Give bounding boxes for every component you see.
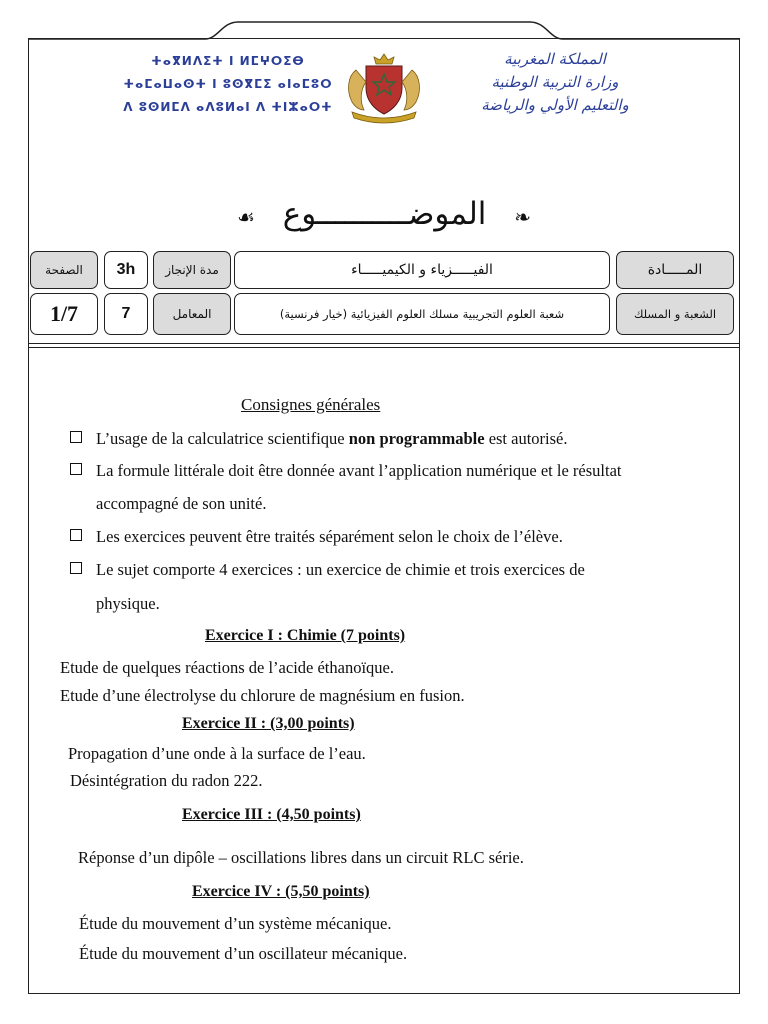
subject-label: المـــــادة xyxy=(616,251,734,289)
track-value: شعبة العلوم التجريبية مسلك العلوم الفيزيائية (خيار فرنسية) xyxy=(234,293,610,335)
exercise-item: Étude du mouvement d’un système mécanique. xyxy=(79,914,392,933)
exercise-item: Étude du mouvement d’un oscillateur mécanique. xyxy=(79,944,408,963)
exercise-title: Exercice IV : (5,50 points) xyxy=(192,883,370,900)
coefficient-value: 7 xyxy=(104,293,148,335)
tifinagh-line: ⵜⴰⴳⵍⴷⵉⵜ ⵏ ⵍⵎⵖⵔⵉⴱ xyxy=(151,54,305,68)
consignes-title: Consignes générales xyxy=(241,395,381,414)
exercise-item: Etude d’une électrolyse du chlorure de magnésium en fusion. xyxy=(60,686,465,705)
exercise-title: Exercice I : Chimie (7 points) xyxy=(205,627,406,644)
duration-value: 3h xyxy=(104,251,148,289)
consigne-text: Le sujet comporte 4 exercices : un exercice de chimie et trois exercices de xyxy=(96,560,585,579)
kingdom-emblem-icon xyxy=(338,48,430,124)
arabic-header xyxy=(430,48,680,117)
arabic-header-line: وزارة التربية الوطنية xyxy=(491,73,619,91)
page-label: الصفحة xyxy=(30,251,98,289)
consigne-bold-text: non programmable xyxy=(348,429,485,448)
subject-value: الفيـــــزياء و الكيميـــــاء xyxy=(234,251,610,289)
page-number: 1/7 xyxy=(30,293,98,335)
checkbox-bullet-icon xyxy=(70,463,82,475)
consigne-text: Les exercices peuvent être traités séparément selon le choix de l’élève. xyxy=(96,527,563,546)
tifinagh-line: ⴷ ⵓⵙⵍⵎⴷ ⴰⴷⵓⵍⴰⵏ ⴷ ⵜⵏⵣⴰⵔⵜ xyxy=(123,100,333,114)
ornament-left-icon: ☙ xyxy=(236,205,255,229)
exercise-item: Etude de quelques réactions de l’acide éthanoïque. xyxy=(60,658,394,677)
consigne-text: est autorisé. xyxy=(484,429,568,448)
duration-label: مدة الإنجاز xyxy=(153,251,231,289)
track-label: الشعبة و المسلك xyxy=(616,293,734,335)
document-title xyxy=(0,196,768,232)
tifinagh-header xyxy=(108,50,348,119)
header-divider xyxy=(28,343,740,344)
consigne-item xyxy=(70,461,622,481)
checkbox-bullet-icon xyxy=(70,529,82,541)
checkbox-bullet-icon xyxy=(70,431,82,443)
consigne-item xyxy=(70,527,563,547)
exercise-item: Désintégration du radon 222. xyxy=(70,771,263,790)
ornament-right-icon: ❧ xyxy=(514,205,532,229)
consigne-item xyxy=(70,429,568,449)
consigne-text: accompagné de son unité. xyxy=(96,494,267,513)
arabic-header-line: والتعليم الأولي والرياضة xyxy=(481,96,629,114)
coefficient-label: المعامل xyxy=(153,293,231,335)
arabic-header-line: المملكة المغربية xyxy=(504,50,606,68)
tifinagh-line: ⵜⴰⵎⴰⵡⴰⵙⵜ ⵏ ⵓⵙⴳⵎⵉ ⴰⵏⴰⵎⵓⵔ xyxy=(123,77,333,91)
exercise-item: Propagation d’une onde à la surface de l’eau. xyxy=(68,744,366,763)
consigne-text: physique. xyxy=(96,594,160,613)
consigne-text: L’usage de la calculatrice scientifique xyxy=(96,429,349,448)
consigne-text: La formule littérale doit être donnée avant l’application numérique et le résultat xyxy=(96,461,622,480)
exercise-item: Réponse d’un dipôle – oscillations libres dans un circuit RLC série. xyxy=(78,848,524,867)
checkbox-bullet-icon xyxy=(70,562,82,574)
header-divider xyxy=(28,347,740,348)
exercise-title: Exercice II : (3,00 points) xyxy=(182,715,355,732)
exercise-title: Exercice III : (4,50 points) xyxy=(182,806,361,823)
consigne-item xyxy=(70,560,585,580)
title-text: الموضــــــــــوع xyxy=(282,196,487,232)
